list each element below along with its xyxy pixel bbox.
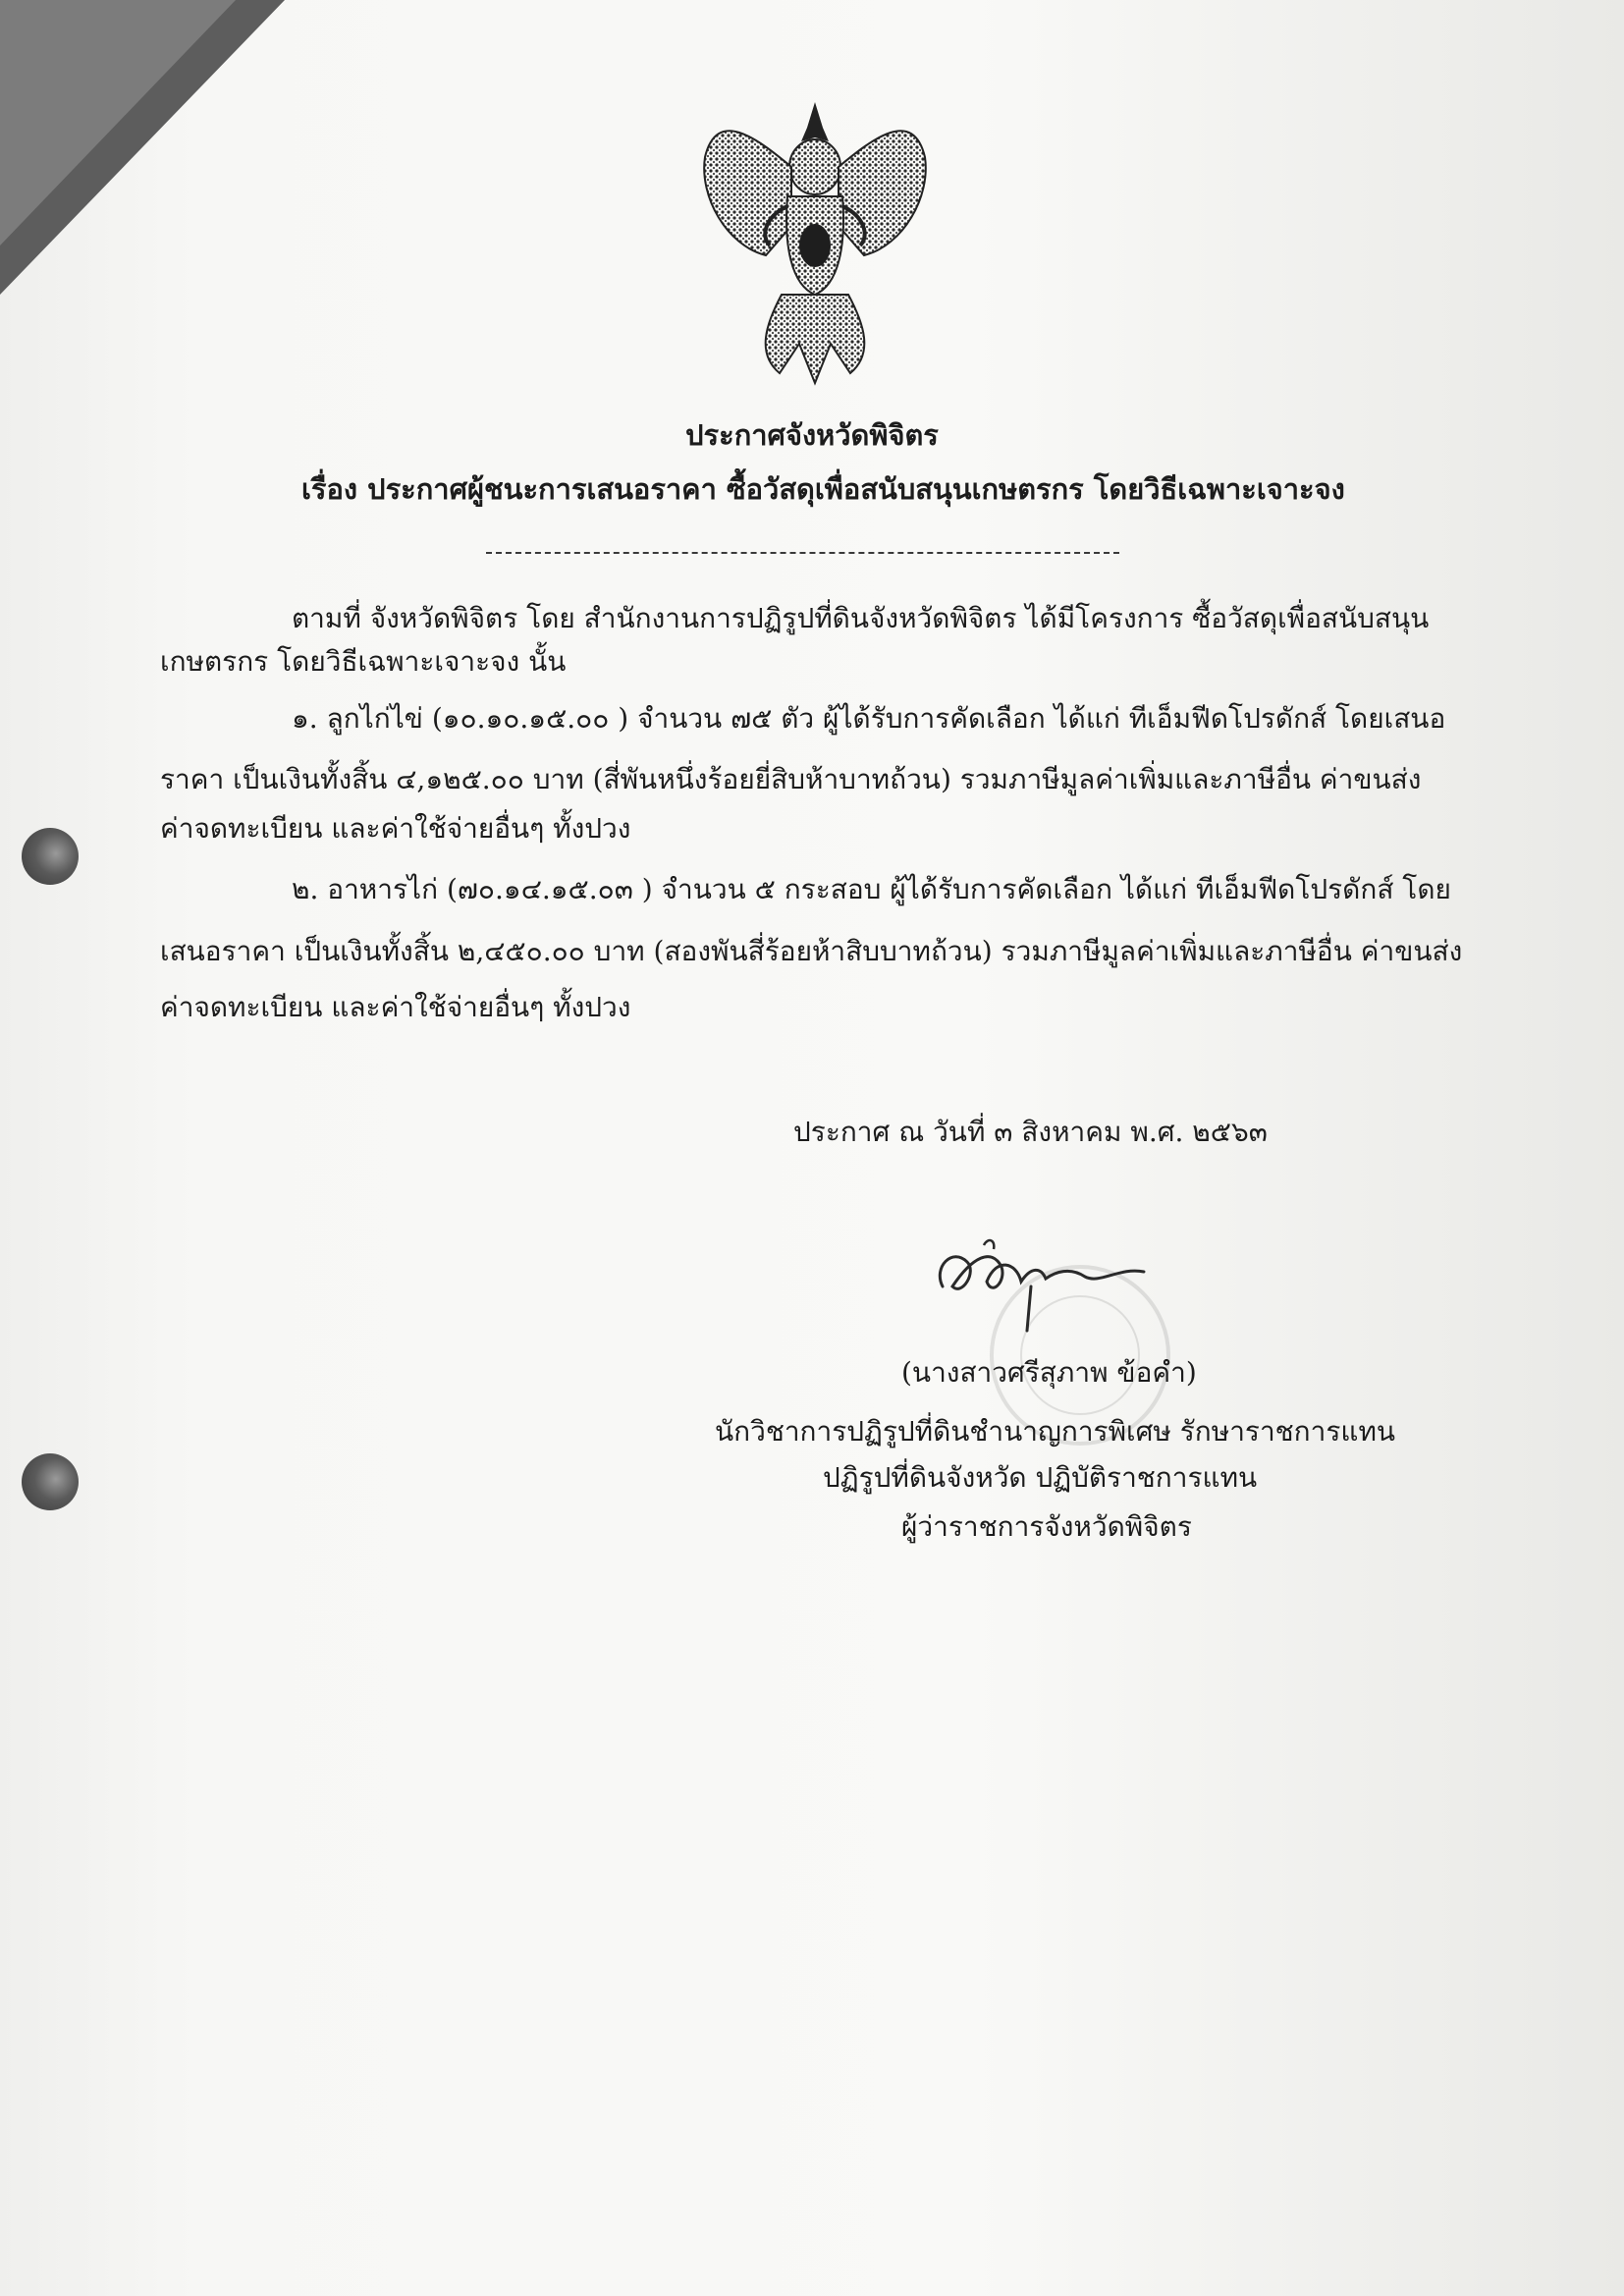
- folded-corner-shade: [0, 0, 236, 246]
- signer-position-1: นักวิชาการปฏิรูปที่ดินชำนาญการพิเศษ รักษาราชการแทน: [715, 1415, 1396, 1448]
- handwritten-signature: [923, 1228, 1159, 1345]
- intro-line-1: ตามที่ จังหวัดพิจิตร โดย สำนักงานการปฏิรูปที่ดินจังหวัดพิจิตร ได้มีโครงการ ซื้อวัสดุเพื่อสนับสนุน: [292, 602, 1430, 634]
- punch-hole-lower: [22, 1453, 79, 1510]
- announcement-date: ประกาศ ณ วันที่ ๓ สิงหาคม พ.ศ. ๒๕๖๓: [793, 1116, 1268, 1148]
- item1-line-1: ๑. ลูกไก่ไข่ (๑๐.๑๐.๑๕.๐๐ ) จำนวน ๗๕ ตัว ผู้ได้รับการคัดเลือก ได้แก่ ทีเอ็มฟีดโปรดักส์ โดยเสนอ: [292, 702, 1446, 735]
- signer-name: (นางสาวศรีสุภาพ ข้อคำ): [901, 1356, 1197, 1389]
- signer-position-2: ปฏิรูปที่ดินจังหวัด ปฏิบัติราชการแทน: [823, 1461, 1258, 1494]
- intro-line-2: เกษตรกร โดยวิธีเฉพาะเจาะจง นั้น: [160, 645, 567, 678]
- item1-line-3: ค่าจดทะเบียน และค่าใช้จ่ายอื่นๆ ทั้งปวง: [160, 812, 631, 845]
- item2-line-3: ค่าจดทะเบียน และค่าใช้จ่ายอื่นๆ ทั้งปวง: [160, 991, 631, 1023]
- item2-line-2: เสนอราคา เป็นเงินทั้งสิ้น ๒,๔๕๐.๐๐ บาท (สองพันสี่ร้อยห้าสิบบาทถ้วน) รวมภาษีมูลค่าเพิ่มและภาษีอื่น ค่าขนส่ง: [160, 935, 1463, 967]
- page-title: ประกาศจังหวัดพิจิตร: [685, 418, 939, 452]
- signer-position-3: ผู้ว่าราชการจังหวัดพิจิตร: [901, 1510, 1192, 1543]
- dashed-divider: [486, 552, 1119, 554]
- item2-line-1: ๒. อาหารไก่ (๗๐.๑๔.๑๕.๐๓ ) จำนวน ๕ กระสอบ ผู้ได้รับการคัดเลือก ได้แก่ ทีเอ็มฟีดโปรดักส์ โดย: [292, 873, 1451, 905]
- subject-line: เรื่อง ประกาศผู้ชนะการเสนอราคา ซื้อวัสดุเพื่อสนับสนุนเกษตรกร โดยวิธีเฉพาะเจาะจง: [301, 472, 1345, 506]
- garuda-emblem-icon: [697, 98, 933, 393]
- item1-line-2: ราคา เป็นเงินทั้งสิ้น ๔,๑๒๕.๐๐ บาท (สี่พันหนึ่งร้อยยี่สิบห้าบาทถ้วน) รวมภาษีมูลค่าเพิ่มและภาษีอื่น ค่าขนส่ง: [160, 763, 1422, 795]
- punch-hole-upper: [22, 828, 79, 885]
